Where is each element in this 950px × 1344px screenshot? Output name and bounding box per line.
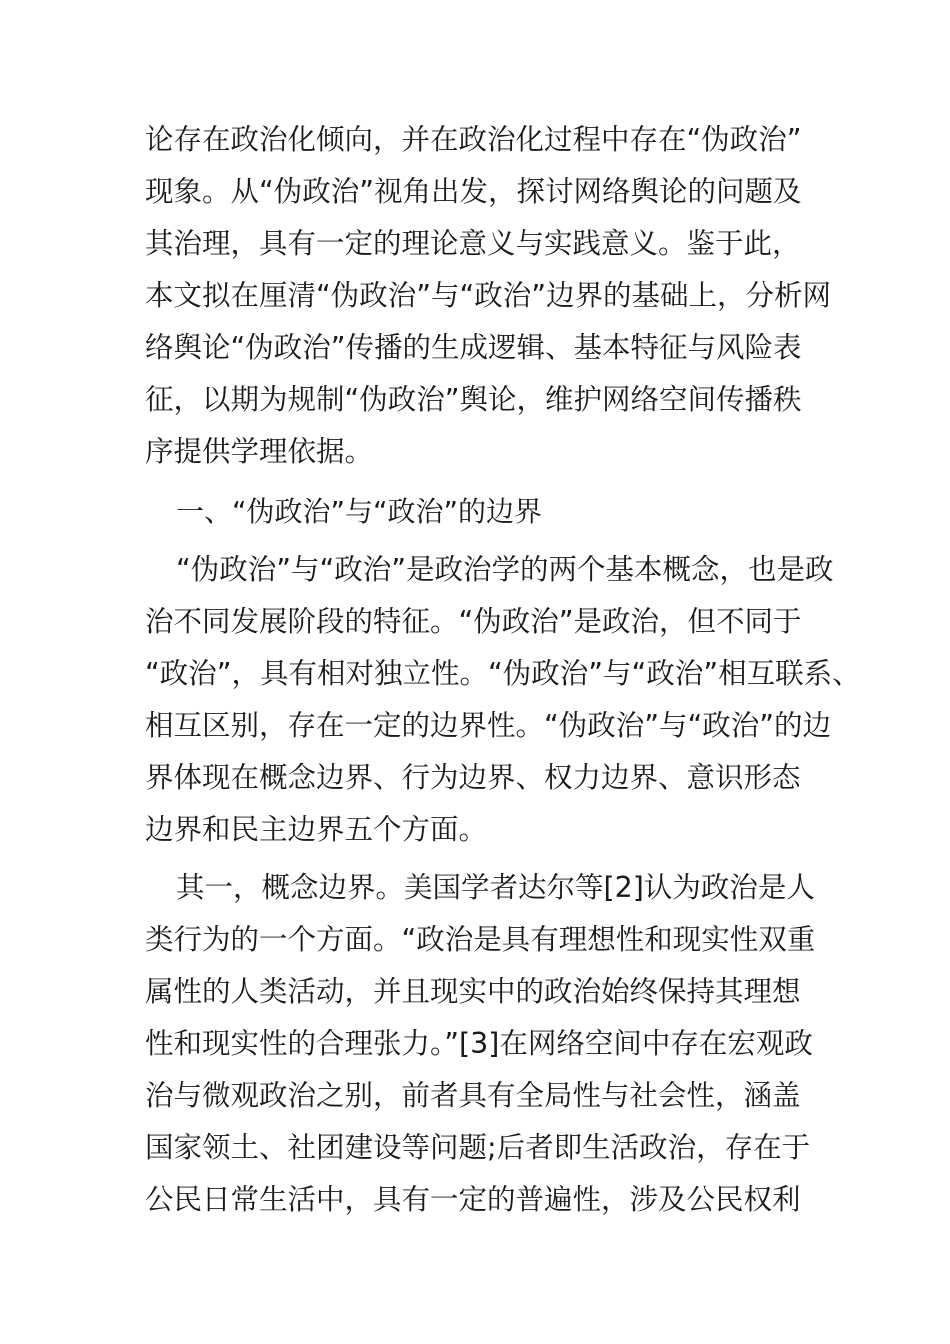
text-line: 征，以期为规制“伪政治”舆论，维护网络空间传播秩 bbox=[145, 383, 802, 416]
text-line: 现象。从“伪政治”视角出发，探讨网络舆论的问题及 bbox=[145, 175, 802, 208]
text-line: 其治理，具有一定的理论意义与实践意义。鉴于此， bbox=[145, 227, 801, 260]
text-line: 边界和民主边界五个方面。 bbox=[145, 813, 488, 846]
text-line: 治不同发展阶段的特征。“伪政治”是政治，但不同于 bbox=[145, 605, 802, 638]
section-heading: 一、“伪政治”与“政治”的边界 bbox=[176, 495, 543, 528]
text-line: 论存在政治化倾向，并在政治化过程中存在“伪政治” bbox=[145, 123, 802, 156]
text-line: 公民日常生活中，具有一定的普遍性，涉及公民权利 bbox=[145, 1183, 801, 1216]
text-line: “政治”，具有相对独立性。“伪政治”与“政治”相互联系、 bbox=[145, 657, 861, 690]
text-line: 序提供学理依据。 bbox=[145, 435, 374, 468]
text-line: “伪政治”与“政治”是政治学的两个基本概念，也是政 bbox=[176, 553, 834, 586]
text-line: 性和现实性的合理张力。”[3]在网络空间中存在宏观政 bbox=[145, 1027, 813, 1060]
text-line: 本文拟在厘清“伪政治”与“政治”边界的基础上，分析网 bbox=[145, 279, 832, 312]
text-line: 国家领土、社团建设等问题;后者即生活政治，存在于 bbox=[145, 1131, 811, 1164]
text-line: 类行为的一个方面。“政治是具有理想性和现实性双重 bbox=[145, 923, 816, 956]
text-line: 属性的人类活动，并且现实中的政治始终保持其理想 bbox=[145, 975, 801, 1008]
text-line: 界体现在概念边界、行为边界、权力边界、意识形态 bbox=[145, 761, 801, 794]
text-line: 相互区别，存在一定的边界性。“伪政治”与“政治”的边 bbox=[145, 709, 832, 742]
text-line: 络舆论“伪政治”传播的生成逻辑、基本特征与风险表 bbox=[145, 331, 802, 364]
text-line: 其一，概念边界。美国学者达尔等[2]认为政治是人 bbox=[176, 871, 815, 904]
text-line: 治与微观政治之别，前者具有全局性与社会性，涵盖 bbox=[145, 1079, 801, 1112]
